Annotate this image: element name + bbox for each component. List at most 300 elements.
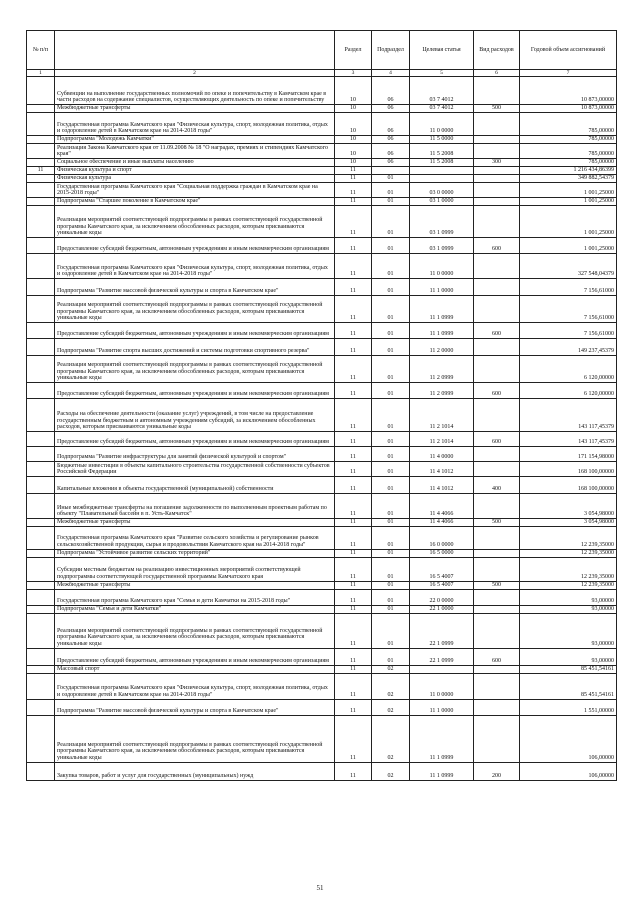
cell-n — [27, 589, 55, 605]
cell-r: 10 — [335, 144, 372, 159]
cell-r: 11 — [335, 238, 372, 254]
table-row — [27, 526, 617, 549]
cell-p — [372, 167, 410, 175]
cell-name: Физическая культура и спорт — [55, 167, 335, 175]
cell-p: 01 — [372, 399, 410, 432]
cell-p: 06 — [372, 159, 410, 167]
column-number-row — [27, 70, 617, 77]
cell-t: 16 5 4007 — [410, 557, 474, 581]
cell-v — [474, 557, 520, 581]
cell-s: 12 239,35000 — [520, 557, 617, 581]
cell-n — [27, 206, 55, 238]
cell-t — [410, 665, 474, 673]
cell-name: Государственная программа Камчатского края "Физическая культура, спорт, молодежная политика, отдых и оздоровление детей в Камчатском крае на 2014-2018 годы" — [55, 113, 335, 136]
cell-r: 10 — [335, 136, 372, 144]
cell-r: 11 — [335, 762, 372, 780]
cell-p: 01 — [372, 519, 410, 527]
table-body — [27, 77, 617, 781]
cell-p: 01 — [372, 356, 410, 383]
table-row — [27, 665, 617, 673]
cell-name: Физическая культура — [55, 175, 335, 183]
cell-s: 3 054,98000 — [520, 519, 617, 527]
cell-r: 11 — [335, 519, 372, 527]
cell-v: 600 — [474, 432, 520, 447]
cell-r: 11 — [335, 323, 372, 339]
cell-n: 11 — [27, 167, 55, 175]
cell-t: 03 1 0999 — [410, 206, 474, 238]
cell-p: 01 — [372, 254, 410, 279]
cell-n — [27, 519, 55, 527]
cell-p: 02 — [372, 665, 410, 673]
page-number: 51 — [316, 884, 324, 892]
cell-n — [27, 113, 55, 136]
colnum: 1 — [27, 70, 55, 77]
cell-name: Подпрограмма "Устойчивое развитие сельских территорий" — [55, 549, 335, 557]
cell-r: 11 — [335, 581, 372, 589]
cell-s: 7 156,61000 — [520, 296, 617, 323]
cell-r: 10 — [335, 159, 372, 167]
cell-p: 01 — [372, 238, 410, 254]
cell-name: Субвенции на выполнение государственных полномочий по опеке и попечительству в Камчатском крае в части расходов на содержание специалистов, осуществляющих деятельность по опеке и попечительству — [55, 77, 335, 105]
cell-name: Предоставление субсидий бюджетным, автономным учреждениям и иным некоммерческим организациям — [55, 238, 335, 254]
cell-n — [27, 673, 55, 699]
cell-n — [27, 762, 55, 780]
cell-p: 01 — [372, 383, 410, 399]
cell-n — [27, 383, 55, 399]
cell-t: 11 5 2008 — [410, 159, 474, 167]
cell-n — [27, 323, 55, 339]
cell-n — [27, 447, 55, 462]
cell-s: 168 100,00000 — [520, 462, 617, 477]
table-row — [27, 238, 617, 254]
cell-r: 11 — [335, 279, 372, 296]
cell-v — [474, 447, 520, 462]
cell-p: 06 — [372, 77, 410, 105]
cell-name: Межбюджетные трансферты — [55, 105, 335, 113]
cell-v — [474, 462, 520, 477]
cell-s: 785,00000 — [520, 144, 617, 159]
cell-r: 11 — [335, 183, 372, 198]
table-row — [27, 383, 617, 399]
cell-p: 02 — [372, 715, 410, 762]
cell-n — [27, 613, 55, 648]
colnum: 3 — [335, 70, 372, 77]
cell-name: Субсидии местным бюджетам на реализацию инвестиционных мероприятий соответствующей подпрограммы соответствующей государственной программы Камчатского края — [55, 557, 335, 581]
cell-p: 06 — [372, 113, 410, 136]
header-vid: Вид расходов — [474, 31, 520, 70]
header-sum: Годовой объем ассигнований — [520, 31, 617, 70]
cell-n — [27, 238, 55, 254]
cell-s: 12 239,35000 — [520, 549, 617, 557]
cell-name: Подпрограмма "Развитие спорта высших достижений и системы подготовки спортивного резерва" — [55, 339, 335, 356]
cell-name: Реализация мероприятий соответствующей подпрограммы в рамках соответствующей государственной программы Камчатского края, за исключением обособленных расходов, которым присваиваются уникальные коды — [55, 613, 335, 648]
table-row — [27, 206, 617, 238]
cell-s: 785,00000 — [520, 136, 617, 144]
cell-p: 01 — [372, 279, 410, 296]
table-row — [27, 462, 617, 477]
table-row — [27, 648, 617, 665]
cell-t: 11 4 1012 — [410, 462, 474, 477]
cell-v — [474, 665, 520, 673]
cell-t: 11 0 0000 — [410, 113, 474, 136]
cell-s: 3 054,98000 — [520, 494, 617, 519]
cell-t: 11 1 0000 — [410, 279, 474, 296]
cell-name: Реализация мероприятий соответствующей подпрограммы в рамках соответствующей государственной программы Камчатского края, за исключением обособленных расходов, которым присваиваются уникальные коды — [55, 715, 335, 762]
table-row — [27, 519, 617, 527]
cell-s: 149 237,45379 — [520, 339, 617, 356]
cell-r: 11 — [335, 206, 372, 238]
cell-name: Расходы на обеспечение деятельности (оказание услуг) учреждений, в том числе на предоставление государственным бюджетным и автономным учреждениям субсидий, за исключением обособленных расходов, которым присваиваются уникальные коды — [55, 399, 335, 432]
table-row — [27, 159, 617, 167]
cell-s: 1 001,25000 — [520, 238, 617, 254]
cell-v — [474, 296, 520, 323]
cell-t: 11 2 0000 — [410, 339, 474, 356]
cell-v — [474, 279, 520, 296]
cell-v — [474, 699, 520, 715]
cell-v — [474, 715, 520, 762]
table-row — [27, 605, 617, 613]
table-header-row — [27, 31, 617, 70]
table-row — [27, 673, 617, 699]
cell-s: 1 001,25000 — [520, 206, 617, 238]
cell-name: Подпрограмма "Развитие массовой физической культуры и спорта в Камчатском крае" — [55, 279, 335, 296]
header-name — [55, 31, 335, 70]
cell-s: 10 873,00000 — [520, 105, 617, 113]
cell-s: 143 117,45379 — [520, 432, 617, 447]
cell-v — [474, 175, 520, 183]
table-row — [27, 339, 617, 356]
cell-n — [27, 279, 55, 296]
cell-n — [27, 648, 55, 665]
cell-v — [474, 144, 520, 159]
cell-t: 11 1 0999 — [410, 715, 474, 762]
cell-n — [27, 183, 55, 198]
cell-s: 349 882,54379 — [520, 175, 617, 183]
cell-name: Массовый спорт — [55, 665, 335, 673]
cell-t: 11 1 0999 — [410, 323, 474, 339]
table-row — [27, 477, 617, 494]
cell-s: 93,00000 — [520, 589, 617, 605]
cell-r: 11 — [335, 526, 372, 549]
cell-s: 143 117,45379 — [520, 399, 617, 432]
cell-r: 11 — [335, 673, 372, 699]
cell-v — [474, 399, 520, 432]
header-podrazdel: Подраздел — [372, 31, 410, 70]
cell-name: Межбюджетные трансферты — [55, 581, 335, 589]
cell-v — [474, 254, 520, 279]
cell-t: 11 5 0000 — [410, 136, 474, 144]
cell-r: 11 — [335, 715, 372, 762]
cell-s: 93,00000 — [520, 648, 617, 665]
cell-v: 500 — [474, 519, 520, 527]
cell-p: 01 — [372, 589, 410, 605]
cell-name: Реализация мероприятий соответствующей подпрограммы в рамках соответствующей государственной программы Камчатского края, за исключением обособленных расходов, которым присваиваются уникальные коды — [55, 206, 335, 238]
table-row — [27, 699, 617, 715]
cell-s: 7 156,61000 — [520, 323, 617, 339]
cell-v — [474, 356, 520, 383]
cell-p: 01 — [372, 581, 410, 589]
cell-s: 171 154,98000 — [520, 447, 617, 462]
cell-t: 11 1 0000 — [410, 699, 474, 715]
cell-n — [27, 198, 55, 206]
table-row — [27, 399, 617, 432]
table-row — [27, 432, 617, 447]
cell-p: 02 — [372, 699, 410, 715]
cell-n — [27, 581, 55, 589]
table-row — [27, 762, 617, 780]
colnum: 2 — [55, 70, 335, 77]
cell-n — [27, 356, 55, 383]
cell-t: 16 5 4007 — [410, 581, 474, 589]
cell-s: 327 548,04379 — [520, 254, 617, 279]
cell-r: 11 — [335, 557, 372, 581]
cell-s: 1 001,25000 — [520, 198, 617, 206]
cell-r: 11 — [335, 699, 372, 715]
cell-name: Реализация Закона Камчатского края от 11.09.2008 № 18 "О наградах, премиях и стипендиях Камчатского края" — [55, 144, 335, 159]
cell-r: 11 — [335, 549, 372, 557]
colnum: 6 — [474, 70, 520, 77]
cell-v — [474, 526, 520, 549]
cell-t: 16 5 0000 — [410, 549, 474, 557]
cell-r: 11 — [335, 339, 372, 356]
cell-n — [27, 136, 55, 144]
cell-n — [27, 144, 55, 159]
cell-v — [474, 339, 520, 356]
cell-name: Государственная программа Камчатского края "Социальная поддержка граждан в Камчатском крае на 2015-2018 годы" — [55, 183, 335, 198]
cell-t: 16 0 0000 — [410, 526, 474, 549]
cell-s: 12 239,35000 — [520, 526, 617, 549]
cell-r: 11 — [335, 613, 372, 648]
cell-r: 10 — [335, 105, 372, 113]
cell-v — [474, 589, 520, 605]
cell-p: 01 — [372, 549, 410, 557]
cell-v — [474, 605, 520, 613]
table-row — [27, 175, 617, 183]
table-row — [27, 198, 617, 206]
cell-r: 11 — [335, 605, 372, 613]
header-target: Целевая статья — [410, 31, 474, 70]
cell-n — [27, 77, 55, 105]
cell-r: 11 — [335, 383, 372, 399]
cell-t: 11 2 0999 — [410, 356, 474, 383]
cell-n — [27, 254, 55, 279]
cell-s: 168 100,00000 — [520, 477, 617, 494]
cell-r: 11 — [335, 356, 372, 383]
cell-name: Подпрограмма "Семья и дети Камчатки" — [55, 605, 335, 613]
cell-n — [27, 699, 55, 715]
cell-name: Предоставление субсидий бюджетным, автономным учреждениям и иным некоммерческим организациям — [55, 648, 335, 665]
cell-p: 01 — [372, 526, 410, 549]
cell-s: 6 120,00000 — [520, 356, 617, 383]
cell-v — [474, 113, 520, 136]
cell-n — [27, 526, 55, 549]
table-row — [27, 323, 617, 339]
table-row — [27, 715, 617, 762]
table-row — [27, 356, 617, 383]
cell-t: 11 2 0999 — [410, 383, 474, 399]
cell-p: 02 — [372, 673, 410, 699]
table-row — [27, 136, 617, 144]
cell-v: 600 — [474, 648, 520, 665]
cell-r: 10 — [335, 77, 372, 105]
colnum: 7 — [520, 70, 617, 77]
cell-t: 11 0 0000 — [410, 673, 474, 699]
cell-r: 10 — [335, 113, 372, 136]
cell-n — [27, 665, 55, 673]
cell-r: 11 — [335, 494, 372, 519]
cell-name: Предоставление субсидий бюджетным, автономным учреждениям и иным некоммерческим организациям — [55, 323, 335, 339]
cell-t: 11 0 0000 — [410, 254, 474, 279]
cell-p: 01 — [372, 462, 410, 477]
table-row — [27, 589, 617, 605]
header-num: № п/п — [27, 31, 55, 70]
cell-p: 01 — [372, 432, 410, 447]
cell-t: 03 7 4012 — [410, 77, 474, 105]
cell-n — [27, 557, 55, 581]
cell-name: Реализация мероприятий соответствующей подпрограммы в рамках соответствующей государственной программы Камчатского края, за исключением обособленных расходов, которым присваиваются уникальные коды — [55, 356, 335, 383]
table-row — [27, 581, 617, 589]
cell-name: Предоставление субсидий бюджетным, автономным учреждениям и иным некоммерческим организациям — [55, 432, 335, 447]
cell-r: 11 — [335, 399, 372, 432]
cell-name: Подпрограмма "Развитие массовой физической культуры и спорта в Камчатском крае" — [55, 699, 335, 715]
table-row — [27, 557, 617, 581]
cell-n — [27, 296, 55, 323]
cell-v: 500 — [474, 105, 520, 113]
cell-v: 200 — [474, 762, 520, 780]
cell-p: 01 — [372, 447, 410, 462]
cell-name: Предоставление субсидий бюджетным, автономным учреждениям и иным некоммерческим организациям — [55, 383, 335, 399]
cell-t: 11 2 1014 — [410, 399, 474, 432]
cell-r: 11 — [335, 648, 372, 665]
cell-v: 600 — [474, 238, 520, 254]
cell-p: 01 — [372, 477, 410, 494]
cell-p: 01 — [372, 296, 410, 323]
cell-n — [27, 494, 55, 519]
cell-s: 106,00000 — [520, 762, 617, 780]
table-row — [27, 494, 617, 519]
cell-n — [27, 605, 55, 613]
cell-name: Подпрограмма "Старшее поколение в Камчатском крае" — [55, 198, 335, 206]
cell-t: 22 1 0999 — [410, 648, 474, 665]
cell-s: 785,00000 — [520, 159, 617, 167]
cell-t: 11 2 1014 — [410, 432, 474, 447]
cell-name: Подпрограмма "Молодежь Камчатки" — [55, 136, 335, 144]
cell-v — [474, 673, 520, 699]
cell-p: 01 — [372, 175, 410, 183]
cell-s: 85 451,54161 — [520, 665, 617, 673]
cell-n — [27, 715, 55, 762]
table-row — [27, 144, 617, 159]
cell-t: 03 7 4012 — [410, 105, 474, 113]
cell-t: 22 1 0999 — [410, 613, 474, 648]
cell-name: Социальное обеспечение и иные выплаты населению — [55, 159, 335, 167]
cell-t: 11 4 4066 — [410, 494, 474, 519]
cell-name: Межбюджетные трансферты — [55, 519, 335, 527]
colnum: 5 — [410, 70, 474, 77]
cell-name: Государственная программа Камчатского края "Физическая культура, спорт, молодежная политика, отдых и оздоровление детей в Камчатском крае на 2014-2018 годы" — [55, 254, 335, 279]
cell-v — [474, 136, 520, 144]
cell-r: 11 — [335, 296, 372, 323]
cell-n — [27, 105, 55, 113]
table-row — [27, 613, 617, 648]
cell-name: Государственная программа Камчатского края "Физическая культура, спорт, молодежная политика, отдых и оздоровление детей в Камчатском крае на 2014-2018 годы" — [55, 673, 335, 699]
cell-v — [474, 549, 520, 557]
cell-s: 7 156,61000 — [520, 279, 617, 296]
cell-name: Подпрограмма "Развитие инфраструктуры для занятий физической культурой и спортом" — [55, 447, 335, 462]
cell-r: 11 — [335, 462, 372, 477]
cell-n — [27, 159, 55, 167]
cell-p: 01 — [372, 605, 410, 613]
table-row — [27, 447, 617, 462]
cell-r: 11 — [335, 589, 372, 605]
cell-t: 03 0 0000 — [410, 183, 474, 198]
cell-p: 06 — [372, 105, 410, 113]
cell-p: 01 — [372, 613, 410, 648]
cell-v — [474, 183, 520, 198]
cell-p: 06 — [372, 136, 410, 144]
table-row — [27, 549, 617, 557]
table-row — [27, 167, 617, 175]
table-row — [27, 183, 617, 198]
cell-t — [410, 175, 474, 183]
cell-s: 106,00000 — [520, 715, 617, 762]
cell-s: 10 873,00000 — [520, 77, 617, 105]
cell-name: Иные межбюджетные трансферты на погашение задолженности по выполненным проектным работам по объекту "Плавательный бассейн в п. Усть-Камчатск" — [55, 494, 335, 519]
cell-r: 11 — [335, 167, 372, 175]
cell-v — [474, 198, 520, 206]
cell-name: Государственная программа Камчатского края "Развитие сельского хозяйства и регулирование рынков сельскохозяйственной продукции, сырья и продовольствия Камчатского края на 2014-2018 годы" — [55, 526, 335, 549]
cell-p: 01 — [372, 198, 410, 206]
cell-name: Бюджетные инвестиции в объекты капитального строительства государственной собственности субъектов Российской Федерации — [55, 462, 335, 477]
cell-p: 01 — [372, 206, 410, 238]
cell-n — [27, 462, 55, 477]
cell-name: Закупка товаров, работ и услуг для государственных (муниципальных) нужд — [55, 762, 335, 780]
cell-r: 11 — [335, 665, 372, 673]
cell-s: 6 120,00000 — [520, 383, 617, 399]
cell-t: 22 1 0000 — [410, 605, 474, 613]
table-row — [27, 77, 617, 105]
cell-t: 11 4 0000 — [410, 447, 474, 462]
table-row — [27, 254, 617, 279]
cell-p: 01 — [372, 557, 410, 581]
header-razdel: Раздел — [335, 31, 372, 70]
cell-s: 12 239,35000 — [520, 581, 617, 589]
cell-n — [27, 477, 55, 494]
cell-v — [474, 167, 520, 175]
colnum: 4 — [372, 70, 410, 77]
cell-t — [410, 167, 474, 175]
cell-s: 93,00000 — [520, 605, 617, 613]
cell-t: 03 1 0000 — [410, 198, 474, 206]
cell-r: 11 — [335, 447, 372, 462]
cell-r: 11 — [335, 175, 372, 183]
cell-s: 1 216 434,86399 — [520, 167, 617, 175]
cell-t: 11 5 2008 — [410, 144, 474, 159]
cell-v: 500 — [474, 581, 520, 589]
cell-n — [27, 399, 55, 432]
cell-s: 1 001,25000 — [520, 183, 617, 198]
cell-v: 600 — [474, 383, 520, 399]
cell-t: 22 0 0000 — [410, 589, 474, 605]
table-row — [27, 113, 617, 136]
cell-name: Государственная программа Камчатского края "Семья и дети Камчатки на 2015-2018 годы" — [55, 589, 335, 605]
cell-p: 02 — [372, 762, 410, 780]
budget-table — [26, 30, 617, 781]
cell-n — [27, 549, 55, 557]
cell-s: 1 551,00000 — [520, 699, 617, 715]
table-row — [27, 296, 617, 323]
cell-t: 11 4 1012 — [410, 477, 474, 494]
